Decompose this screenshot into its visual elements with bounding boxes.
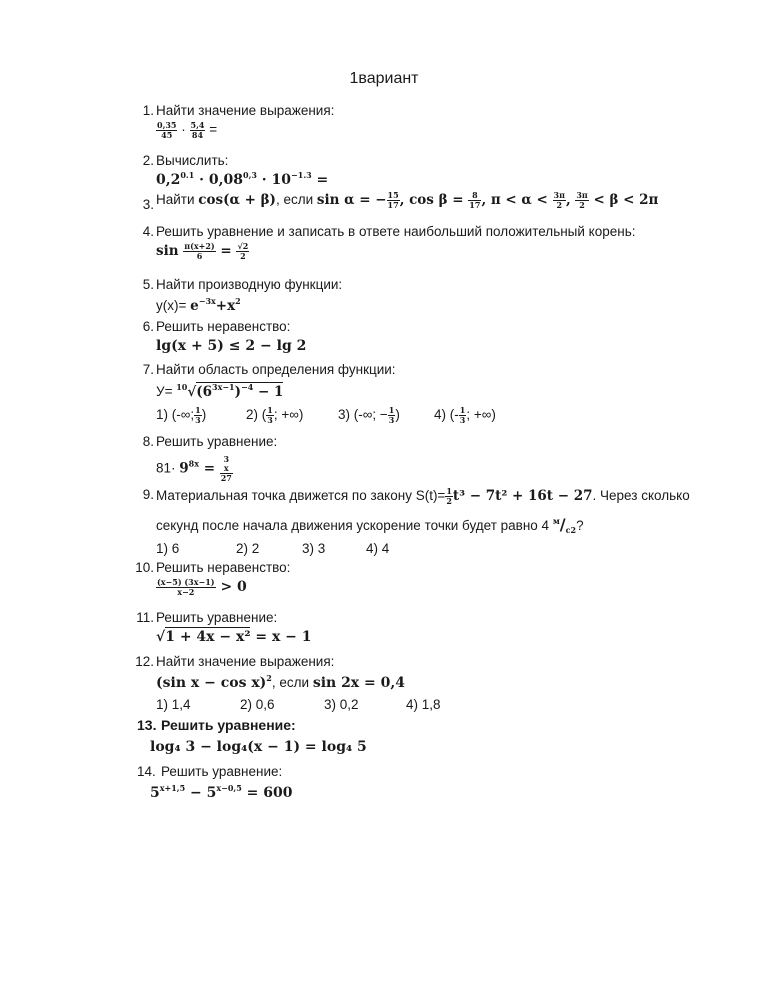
- answer-option: 2) 2: [236, 541, 260, 556]
- page-title: 1вариант: [349, 70, 419, 87]
- task-text: Найти область определения функции:: [156, 362, 396, 377]
- task-formula: $0,2^{0.1} \cdot 0,08^{0,3} \cdot 10^{-1.3}$ =: [156, 170, 329, 188]
- task-text: Решить уравнение:: [161, 717, 296, 733]
- task-formula: $81\cdot 9^{8x}$ = 3 x 27: [156, 454, 232, 483]
- task-text: секунд после начала движения ускорение точки будет равно 4 $^м/_{с2}$?: [156, 515, 584, 535]
- task-text: Решить уравнение и записать в ответе наибольший положительный корень:: [156, 224, 636, 239]
- answer-option: 4) 1,8: [406, 697, 441, 712]
- answer-option: 3) 3: [302, 541, 326, 556]
- task-formula: (sin x − cos x)$^2$, если sin 2x = 0,4: [156, 673, 405, 691]
- answer-option: 4) 4: [366, 541, 390, 556]
- task-formula: $\frac{0,35}{45}$ · $\frac{5,4}{84}$ =: [157, 120, 218, 140]
- answer-option: 3) 0,2: [324, 697, 359, 712]
- task-number: 1.: [142, 103, 154, 118]
- answer-option: 4) (- $\frac{1}{3}$ ; +∞): [434, 405, 496, 425]
- answer-option: 1) 1,4: [156, 697, 191, 712]
- task-formula: Найти cos(α + β), если sin α = − $\frac{15}{17}$ , cos β = $\frac{8}{17}$ , π < α < $\frac{3\pi}{2}$ , $\frac{3\pi}{2}$ < β < 2π: [156, 190, 659, 210]
- task-number: 10.: [135, 560, 154, 575]
- task-number: 8.: [142, 434, 154, 449]
- task-formula: sin $\frac{\pi(x+2)}{6}$ = $\frac{√2}{2}$: [156, 241, 249, 261]
- answer-option: 1) (-∞; $\frac{1}{3}$ ): [156, 405, 207, 425]
- task-number: 12.: [135, 654, 154, 669]
- task-number: 5.: [142, 277, 154, 292]
- task-text: Решить уравнение:: [156, 434, 278, 449]
- task-text: Вычислить:: [156, 153, 229, 168]
- task-text: Найти значение выражения:: [156, 654, 335, 669]
- task-number: 9.: [142, 487, 154, 502]
- task-text: Решить неравенство:: [156, 560, 291, 575]
- task-text: Решить неравенство:: [156, 319, 291, 334]
- task-number: 4.: [142, 224, 154, 239]
- task-text: Решить уравнение:: [161, 764, 283, 779]
- task-formula: $5^{x+1,5} - 5^{x-0,5} = 600$: [150, 783, 293, 801]
- answer-option: 3) (-∞; − $\frac{1}{3}$ ): [338, 405, 400, 425]
- answer-option: 2) ( $\frac{1}{3}$ ; +∞): [246, 405, 304, 425]
- task-formula: log₄ 3 − log₄(x − 1) = log₄ 5: [150, 739, 367, 755]
- task-number: 14.: [137, 764, 156, 779]
- task-formula: $\frac{(x-5) (3x-1)}{x-2}$ > 0: [157, 577, 247, 597]
- task-formula: √1 + 4x − x² = x − 1: [156, 629, 312, 645]
- task-text: Найти производную функции:: [156, 277, 343, 292]
- answer-option: 1) 6: [156, 541, 180, 556]
- answer-option: 2) 0,6: [240, 697, 275, 712]
- task-formula: $y(x)= e^{-3x}+x^2$: [156, 296, 241, 314]
- task-text: Решить уравнение:: [156, 610, 278, 625]
- task-text: Найти значение выражения:: [156, 103, 335, 118]
- task-number: 6.: [142, 319, 154, 334]
- task-text: Материальная точка движется по закону S(t)= $\frac{1}{2}$ t³ − 7t² + 16t − 27. Через сколько: [156, 486, 690, 506]
- task-number: 2.: [142, 153, 154, 168]
- task-number: 13.: [137, 717, 157, 733]
- task-number: 11.: [136, 610, 154, 625]
- task-number: 3.: [142, 197, 154, 212]
- task-number: 7.: [142, 362, 154, 377]
- task-formula: lg(x + 5) ≤ 2 − lg 2: [156, 338, 307, 354]
- task-formula: $У= ^{10}√(6^{3x-1})^{-4} - 1$: [156, 382, 284, 400]
